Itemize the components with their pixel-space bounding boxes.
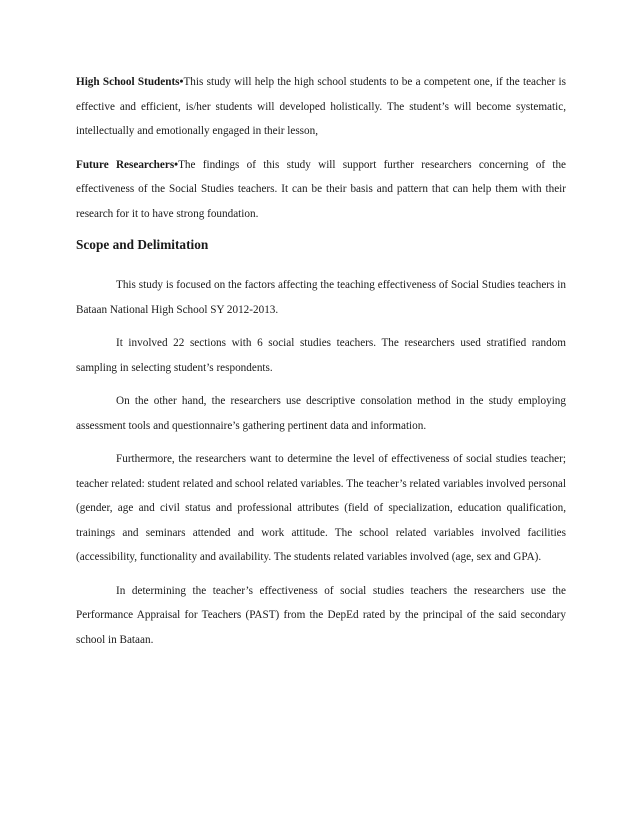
- paragraph-lead: High School Students•: [76, 76, 184, 88]
- paragraph-sections: It involved 22 sections with 6 social studies teachers. The researchers used stratified random sampling in selecting student’s respondents.: [76, 337, 566, 374]
- paragraph-text: This study will help the high school students to be a competent one, if the teacher is effective and efficient, is/her students will developed holistically. The student’s will become systematic, intellectually and emotionally engaged in their lesson,: [76, 76, 567, 137]
- paragraph-appraisal: In determining the teacher’s effectiveness of social studies teachers the researchers use the Performance Appraisal for Teachers (PAST) from the DepEd rated by the principal of the said secondary school in Bataan.: [76, 584, 566, 646]
- paragraph-future-researchers: [76, 153, 566, 227]
- paragraph-variables: Furthermore, the researchers want to determine the level of effectiveness of social studies teacher; teacher related: student related and school related variables. The teacher’s related variables involved personal (gender, age and civil status and professional attributes (field of specialization, education qualification, trainings and seminars attended and work attitude. The school related variables involved facilities (accessibility, functionality and availability. The students related variables involved (age, sex and GPA).: [76, 453, 566, 563]
- paragraph-lead: Future Researchers•: [76, 158, 179, 171]
- paragraph-high-school-students: [76, 70, 566, 144]
- section-heading: Scope and Delimitation: [76, 237, 209, 252]
- paragraph-scope: This study is focused on the factors affecting the teaching effectiveness of Social Studies teachers in Bataan National High School SY 2012-2013.: [76, 279, 566, 316]
- paragraph-text: The findings of this study will support further researchers concerning of the effectiveness of the Social Studies teachers. It can be their basis and pattern that can help them with their research for it to have strong foundation.: [76, 158, 567, 220]
- paragraph-method: On the other hand, the researchers use descriptive consolation method in the study employing assessment tools and questionnaire’s gathering pertinent data and information.: [76, 395, 566, 432]
